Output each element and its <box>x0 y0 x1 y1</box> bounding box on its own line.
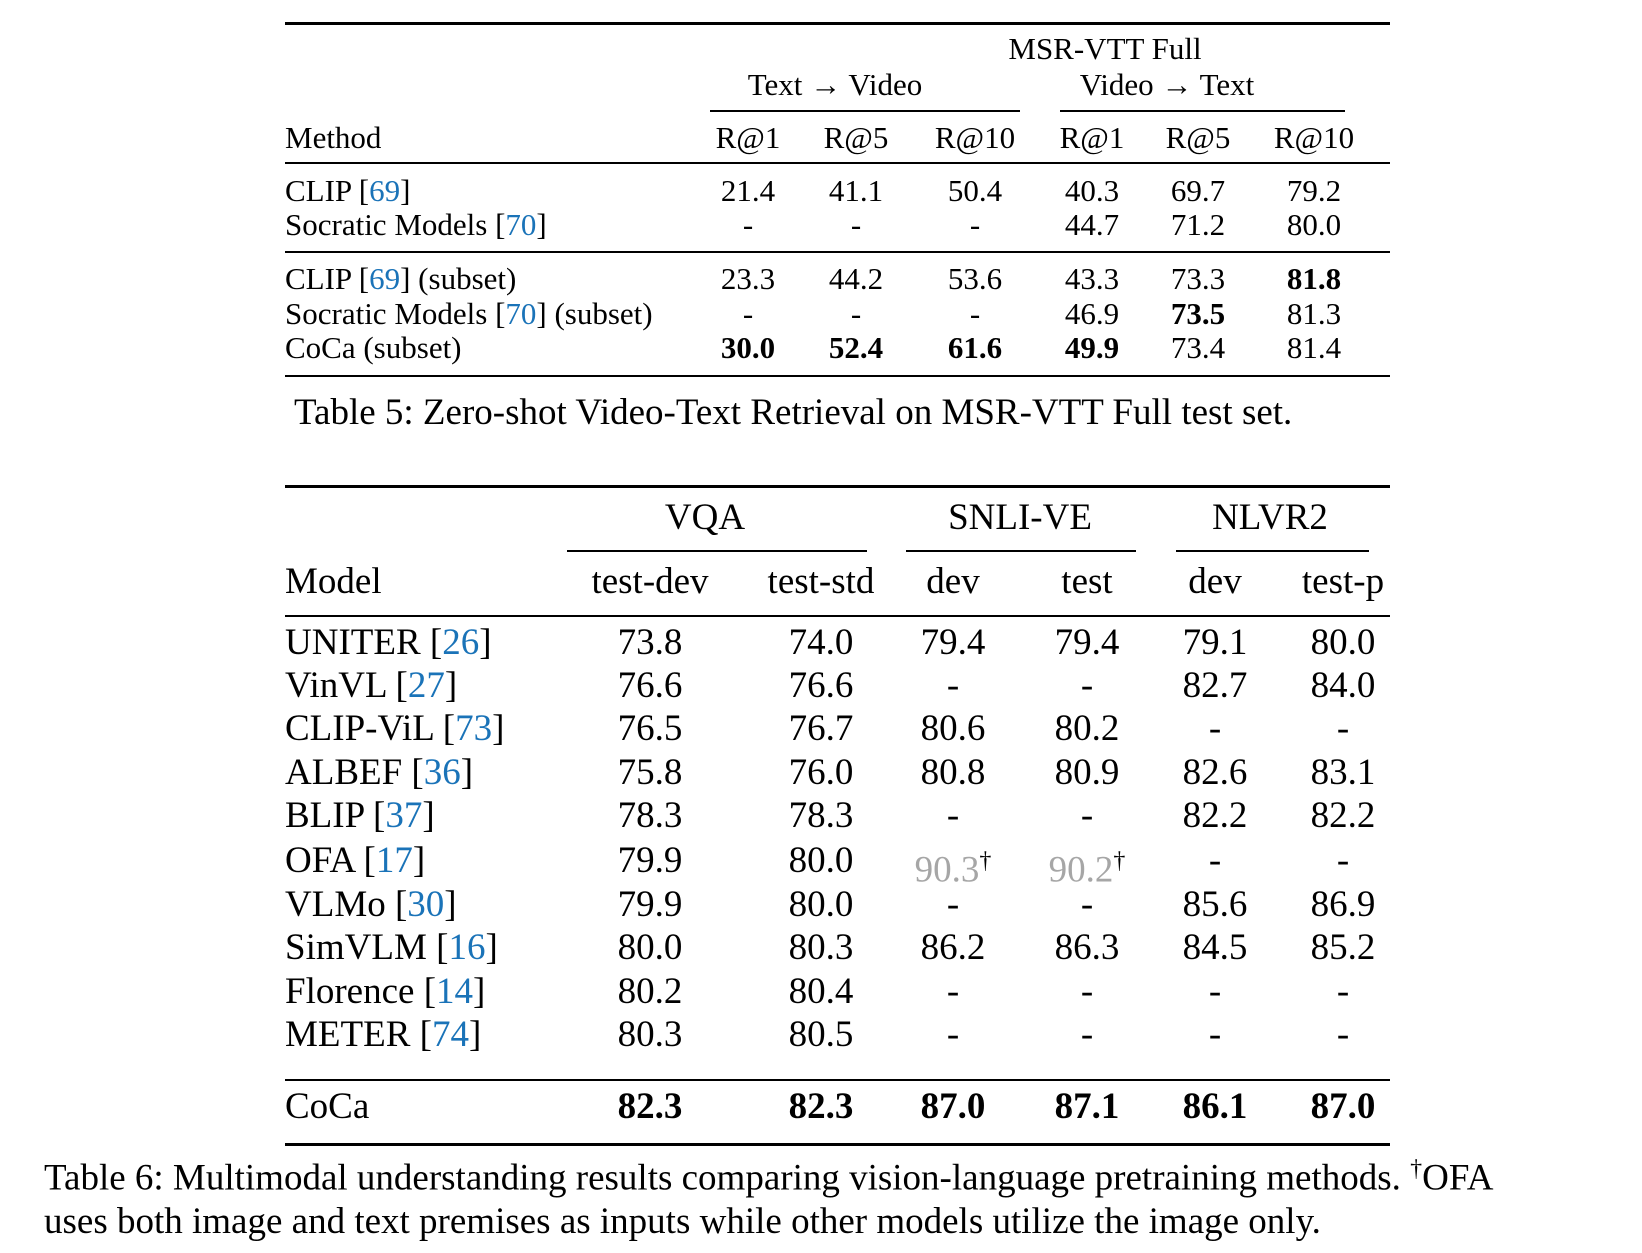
cell-value: 82.2 <box>1182 795 1248 836</box>
row-name: CoCa <box>285 1086 370 1127</box>
cell-value: - <box>742 296 754 331</box>
cell-value: 79.4 <box>920 622 986 663</box>
table-cell <box>1273 708 1413 750</box>
row-name: ALBEF [ <box>285 752 424 793</box>
table-cell <box>1037 208 1147 242</box>
cell-value: - <box>946 795 960 836</box>
table-cell <box>751 927 891 969</box>
row-label <box>285 174 410 208</box>
cell-value: 41.1 <box>828 173 884 208</box>
table-cell <box>801 297 911 331</box>
cell-value: 79.1 <box>1182 622 1248 663</box>
citation-link[interactable]: 70 <box>505 296 537 331</box>
group-title: MSR-VTT Full <box>1008 31 1202 66</box>
table-cell <box>1143 297 1253 331</box>
table-cell <box>1143 262 1253 296</box>
cell-value: - <box>1208 708 1222 749</box>
table-cell <box>1259 331 1369 365</box>
subgroup-rule <box>1060 110 1345 112</box>
cell-value: 40.3 <box>1064 173 1120 208</box>
cell-value: 90.3 <box>914 849 980 891</box>
cell-value: 80.6 <box>920 708 986 749</box>
table-cell <box>1145 622 1285 664</box>
metric-header: R@5 <box>1165 120 1231 155</box>
table-cell <box>1145 708 1285 750</box>
table-cell <box>1145 665 1285 707</box>
row-label <box>285 927 498 969</box>
bottom-rule <box>285 375 1390 377</box>
row-name: CLIP-ViL [ <box>285 708 456 749</box>
row-name: CLIP [ <box>285 261 370 296</box>
cell-value: 86.1 <box>1182 1086 1248 1127</box>
group-rule <box>567 550 867 552</box>
subgroup-video-text: Video → Text <box>1079 67 1255 102</box>
row-label <box>285 708 504 750</box>
row-name: METER [ <box>285 1014 432 1055</box>
table-cell <box>1017 752 1157 794</box>
cell-value: - <box>742 207 754 242</box>
citation-link[interactable]: 30 <box>407 884 445 925</box>
table-cell <box>1259 262 1369 296</box>
table-cell <box>1145 884 1285 926</box>
cell-value: 79.2 <box>1286 173 1342 208</box>
cell-value: 61.6 <box>947 330 1003 365</box>
cell-value: 87.0 <box>1310 1086 1376 1127</box>
table-cell <box>1145 795 1285 837</box>
citation-link[interactable]: 17 <box>375 840 413 881</box>
row-name-suffix: ] <box>492 708 505 749</box>
table-cell <box>580 840 720 882</box>
table-cell <box>693 174 803 208</box>
row-name: CoCa (subset) <box>285 330 462 365</box>
cell-value: 46.9 <box>1064 296 1120 331</box>
header-rule <box>285 615 1390 617</box>
cell-value: 80.4 <box>788 971 854 1012</box>
cell-value: 78.3 <box>617 795 683 836</box>
row-name-suffix: ] <box>485 927 498 968</box>
cell-value: 80.3 <box>617 1014 683 1055</box>
table-cell <box>1017 971 1157 1013</box>
table-5-caption: Table 5: Zero-shot Video-Text Retrieval on MSR-VTT Full test set. <box>294 392 1293 433</box>
cell-value: 82.7 <box>1182 665 1248 706</box>
sub-header: dev <box>926 561 980 602</box>
table-cell <box>1273 665 1413 707</box>
table-cell <box>1145 1086 1285 1128</box>
cell-value: - <box>1208 971 1222 1012</box>
citation-link[interactable]: 36 <box>423 752 461 793</box>
group-rule <box>1176 550 1369 552</box>
cell-value: 73.5 <box>1170 296 1226 331</box>
cell-value: 53.6 <box>947 261 1003 296</box>
row-label <box>285 752 473 794</box>
cell-value: 21.4 <box>720 173 776 208</box>
cell-value: 76.6 <box>617 665 683 706</box>
cell-value: 80.5 <box>788 1014 854 1055</box>
cell-value: - <box>1208 840 1222 881</box>
cell-value: 79.9 <box>617 884 683 925</box>
cell-value: 50.4 <box>947 173 1003 208</box>
row-label <box>285 1086 369 1128</box>
cell-value: 73.3 <box>1170 261 1226 296</box>
cell-value: 80.0 <box>617 927 683 968</box>
subgroup-text-video: Text → Video <box>747 67 923 102</box>
table-cell <box>883 1086 1023 1128</box>
table-cell <box>1145 840 1285 882</box>
table-cell <box>1143 208 1253 242</box>
table-cell <box>1273 1086 1413 1128</box>
table-cell <box>580 795 720 837</box>
table-cell <box>883 622 1023 664</box>
group-nlvr2: NLVR2 <box>1212 497 1328 538</box>
row-name: BLIP [ <box>285 795 386 836</box>
table-cell <box>1037 174 1147 208</box>
table-cell <box>1037 262 1147 296</box>
table-cell <box>693 262 803 296</box>
row-label <box>285 840 425 882</box>
table-cell <box>1017 795 1157 837</box>
cell-value: - <box>1080 665 1094 706</box>
metric-header: R@10 <box>934 120 1016 155</box>
metric-header: R@5 <box>823 120 889 155</box>
table-cell <box>920 331 1030 365</box>
row-name-suffix: ] <box>444 665 458 706</box>
row-label <box>285 262 516 296</box>
cell-value: 76.0 <box>788 752 854 793</box>
cell-value: 69.7 <box>1170 173 1226 208</box>
sub-header: test-p <box>1301 561 1385 602</box>
row-name-suffix: ] (subset) <box>400 261 517 296</box>
cell-value: 49.9 <box>1064 330 1120 365</box>
cell-value: 82.2 <box>1310 795 1376 836</box>
row-name-suffix: ] <box>444 884 457 925</box>
table-cell <box>1017 622 1157 664</box>
table-cell <box>801 262 911 296</box>
sub-header: dev <box>1188 561 1242 602</box>
cell-value: 52.4 <box>828 330 884 365</box>
table-cell <box>693 331 803 365</box>
table-cell <box>883 884 1023 926</box>
table-cell <box>1017 665 1157 707</box>
row-name-suffix: ] <box>400 173 411 208</box>
table-cell <box>1017 927 1157 969</box>
citation-link[interactable]: 70 <box>505 207 537 242</box>
table-cell <box>883 708 1023 750</box>
cell-value: 82.3 <box>617 1086 683 1127</box>
group-rule <box>906 550 1136 552</box>
table-cell <box>920 262 1030 296</box>
cell-value: 73.8 <box>617 622 683 663</box>
row-label <box>285 884 457 926</box>
cell-value: 87.0 <box>920 1086 986 1127</box>
cell-value: 79.4 <box>1054 622 1120 663</box>
row-name: VLMo [ <box>285 884 408 925</box>
table-cell <box>751 971 891 1013</box>
row-name: Socratic Models [ <box>285 296 506 331</box>
row-name-suffix: ] <box>412 840 426 881</box>
row-name-suffix: ] <box>460 752 474 793</box>
table-cell <box>693 208 803 242</box>
cell-value: 74.0 <box>788 622 854 663</box>
cell-value: - <box>1080 971 1094 1012</box>
table-cell <box>580 752 720 794</box>
cell-value: - <box>1208 1014 1222 1055</box>
table-cell <box>751 708 891 750</box>
table-cell <box>580 622 720 664</box>
table-cell <box>883 927 1023 969</box>
bottom-rule <box>285 1143 1390 1146</box>
table-cell <box>801 331 911 365</box>
section-rule <box>285 1079 1390 1081</box>
top-rule <box>285 22 1390 25</box>
table-cell <box>1037 297 1147 331</box>
table-cell <box>1273 840 1413 882</box>
row-label <box>285 971 485 1013</box>
row-label <box>285 665 457 707</box>
cell-value: 76.5 <box>617 708 683 749</box>
citation-link[interactable]: 27 <box>407 665 445 706</box>
row-name: VinVL [ <box>285 665 408 706</box>
row-name-suffix: ] <box>536 207 547 242</box>
caption-text: Table 6: Multimodal understanding results comparing vision-language pretraining methods. <box>44 1157 1411 1199</box>
table-cell <box>751 752 891 794</box>
cell-value: 85.2 <box>1310 927 1376 968</box>
cell-value: - <box>1080 1014 1094 1055</box>
cell-value: 85.6 <box>1182 884 1248 925</box>
row-name-suffix: ] (subset) <box>536 296 653 331</box>
cell-value: - <box>1080 884 1094 925</box>
cell-value: - <box>850 207 862 242</box>
table-cell <box>1273 884 1413 926</box>
table-cell <box>693 297 803 331</box>
row-name-suffix: ] <box>468 1014 482 1055</box>
table-cell <box>1145 971 1285 1013</box>
table-cell <box>1143 331 1253 365</box>
citation-link[interactable]: 74 <box>431 1014 469 1055</box>
table-cell <box>883 971 1023 1013</box>
table-cell <box>1259 208 1369 242</box>
table-cell <box>580 1014 720 1056</box>
row-name: CLIP [ <box>285 173 370 208</box>
table-cell <box>1017 884 1157 926</box>
citation-link[interactable]: 16 <box>448 927 486 968</box>
table-cell <box>883 1014 1023 1056</box>
row-name: UNITER [ <box>285 622 443 663</box>
metric-header: R@1 <box>1059 120 1125 155</box>
sub-header: test-std <box>767 561 875 602</box>
cell-value: 83.1 <box>1310 752 1376 793</box>
group-vqa: VQA <box>664 497 746 538</box>
cell-value: - <box>969 207 981 242</box>
caption-line-2: uses both image and text premises as inputs while other models utilize the image only. <box>44 1201 1321 1243</box>
caption-text: OFA <box>1422 1157 1494 1199</box>
cell-value: 84.5 <box>1182 927 1248 968</box>
sub-header: test-dev <box>591 561 709 602</box>
cell-value: 30.0 <box>720 330 776 365</box>
row-name-suffix: ] <box>473 971 486 1012</box>
row-name: SimVLM [ <box>285 927 449 968</box>
section-rule <box>285 251 1390 253</box>
cell-value: 81.4 <box>1286 330 1342 365</box>
cell-value: 86.3 <box>1054 927 1120 968</box>
dagger-mark: † <box>979 848 992 874</box>
row-name: Florence [ <box>285 971 437 1012</box>
table-cell <box>751 1014 891 1056</box>
row-label <box>285 622 492 664</box>
table-cell <box>920 208 1030 242</box>
row-label <box>285 208 547 242</box>
cell-value: 23.3 <box>720 261 776 296</box>
cell-value: 79.9 <box>617 840 683 881</box>
cell-value: 80.2 <box>617 971 683 1012</box>
table-6-caption <box>44 1147 1493 1244</box>
cell-value: - <box>1080 795 1094 836</box>
table-cell <box>580 927 720 969</box>
cell-value: - <box>969 296 981 331</box>
table-cell <box>1259 174 1369 208</box>
cell-value: 44.2 <box>828 261 884 296</box>
table-cell <box>1145 1014 1285 1056</box>
table-cell <box>883 795 1023 837</box>
table-cell <box>751 795 891 837</box>
cell-value: 81.3 <box>1286 296 1342 331</box>
cell-value: 86.9 <box>1310 884 1376 925</box>
row-name: Socratic Models [ <box>285 207 506 242</box>
row-name-suffix: ] <box>479 622 492 663</box>
cell-value: 80.3 <box>788 927 854 968</box>
cell-value: 80.0 <box>1310 622 1376 663</box>
table-cell <box>920 174 1030 208</box>
cell-value: 76.7 <box>788 708 854 749</box>
cell-value: 82.6 <box>1182 752 1248 793</box>
column-header-method: Method <box>285 120 382 155</box>
cell-value: - <box>1336 971 1350 1012</box>
table-cell <box>580 971 720 1013</box>
table-cell <box>1143 174 1253 208</box>
table-cell <box>1273 1014 1413 1056</box>
row-label <box>285 297 653 331</box>
cell-value: 78.3 <box>788 795 854 836</box>
caption-line-1 <box>44 1147 1493 1200</box>
top-rule <box>285 485 1390 488</box>
cell-value: - <box>1336 1014 1350 1055</box>
row-name: OFA [ <box>285 840 376 881</box>
row-label <box>285 331 462 365</box>
table-cell <box>1273 927 1413 969</box>
citation-link[interactable]: 37 <box>385 795 423 836</box>
table-cell <box>580 708 720 750</box>
cell-value: 44.7 <box>1064 207 1120 242</box>
table-cell <box>801 174 911 208</box>
table-cell <box>1273 622 1413 664</box>
table-cell <box>580 884 720 926</box>
cell-value: 80.9 <box>1054 752 1120 793</box>
table-cell <box>1145 927 1285 969</box>
cell-value: - <box>850 296 862 331</box>
dagger-mark: † <box>1410 1156 1423 1182</box>
table-cell <box>751 1086 891 1128</box>
cell-value: 86.2 <box>920 927 986 968</box>
citation-link[interactable]: 73 <box>455 708 493 749</box>
table-cell <box>580 1086 720 1128</box>
cell-value: - <box>946 1014 960 1055</box>
cell-value: 80.0 <box>1286 207 1342 242</box>
table-cell <box>883 752 1023 794</box>
cell-value: 84.0 <box>1310 665 1376 706</box>
table-cell <box>1273 752 1413 794</box>
cell-value: 73.4 <box>1170 330 1226 365</box>
metric-header: R@10 <box>1273 120 1355 155</box>
table-cell <box>1145 752 1285 794</box>
cell-value: 87.1 <box>1054 1086 1120 1127</box>
row-label <box>285 795 435 837</box>
cell-value: 75.8 <box>617 752 683 793</box>
cell-value: 80.2 <box>1054 708 1120 749</box>
table-cell <box>1273 971 1413 1013</box>
cell-value: 80.0 <box>788 884 854 925</box>
citation-link[interactable]: 14 <box>436 971 474 1012</box>
table-cell <box>1259 297 1369 331</box>
cell-value: - <box>946 884 960 925</box>
cell-value: 80.8 <box>920 752 986 793</box>
table-cell <box>1037 331 1147 365</box>
table-cell <box>801 208 911 242</box>
table-cell <box>751 884 891 926</box>
table-cell <box>920 297 1030 331</box>
table-cell <box>1273 795 1413 837</box>
row-name-suffix: ] <box>422 795 435 836</box>
table-cell <box>580 665 720 707</box>
cell-value: - <box>1336 708 1350 749</box>
cell-value: 80.0 <box>788 840 854 881</box>
row-label <box>285 1014 481 1056</box>
cell-value: - <box>1336 840 1350 881</box>
header-rule <box>285 162 1390 164</box>
dagger-mark: † <box>1113 848 1126 874</box>
cell-value: 82.3 <box>788 1086 854 1127</box>
citation-link[interactable]: 26 <box>442 622 480 663</box>
table-cell <box>1017 1086 1157 1128</box>
group-snli-ve: SNLI-VE <box>948 497 1092 538</box>
cell-value: - <box>946 971 960 1012</box>
table-cell <box>751 840 891 882</box>
citation-link[interactable]: 69 <box>369 173 401 208</box>
metric-header: R@1 <box>715 120 781 155</box>
table-cell <box>1017 708 1157 750</box>
cell-value: 90.2 <box>1048 849 1114 891</box>
citation-link[interactable]: 69 <box>369 261 401 296</box>
cell-value: - <box>946 665 960 706</box>
table-cell <box>751 665 891 707</box>
table-cell <box>1017 1014 1157 1056</box>
table-cell <box>751 622 891 664</box>
table-cell <box>883 665 1023 707</box>
cell-value: 71.2 <box>1170 207 1226 242</box>
column-header-model: Model <box>285 561 382 602</box>
sub-header: test <box>1061 561 1113 602</box>
cell-value: 76.6 <box>788 665 854 706</box>
subgroup-rule <box>710 110 1020 112</box>
cell-value: 81.8 <box>1286 261 1342 296</box>
cell-value: 43.3 <box>1064 261 1120 296</box>
